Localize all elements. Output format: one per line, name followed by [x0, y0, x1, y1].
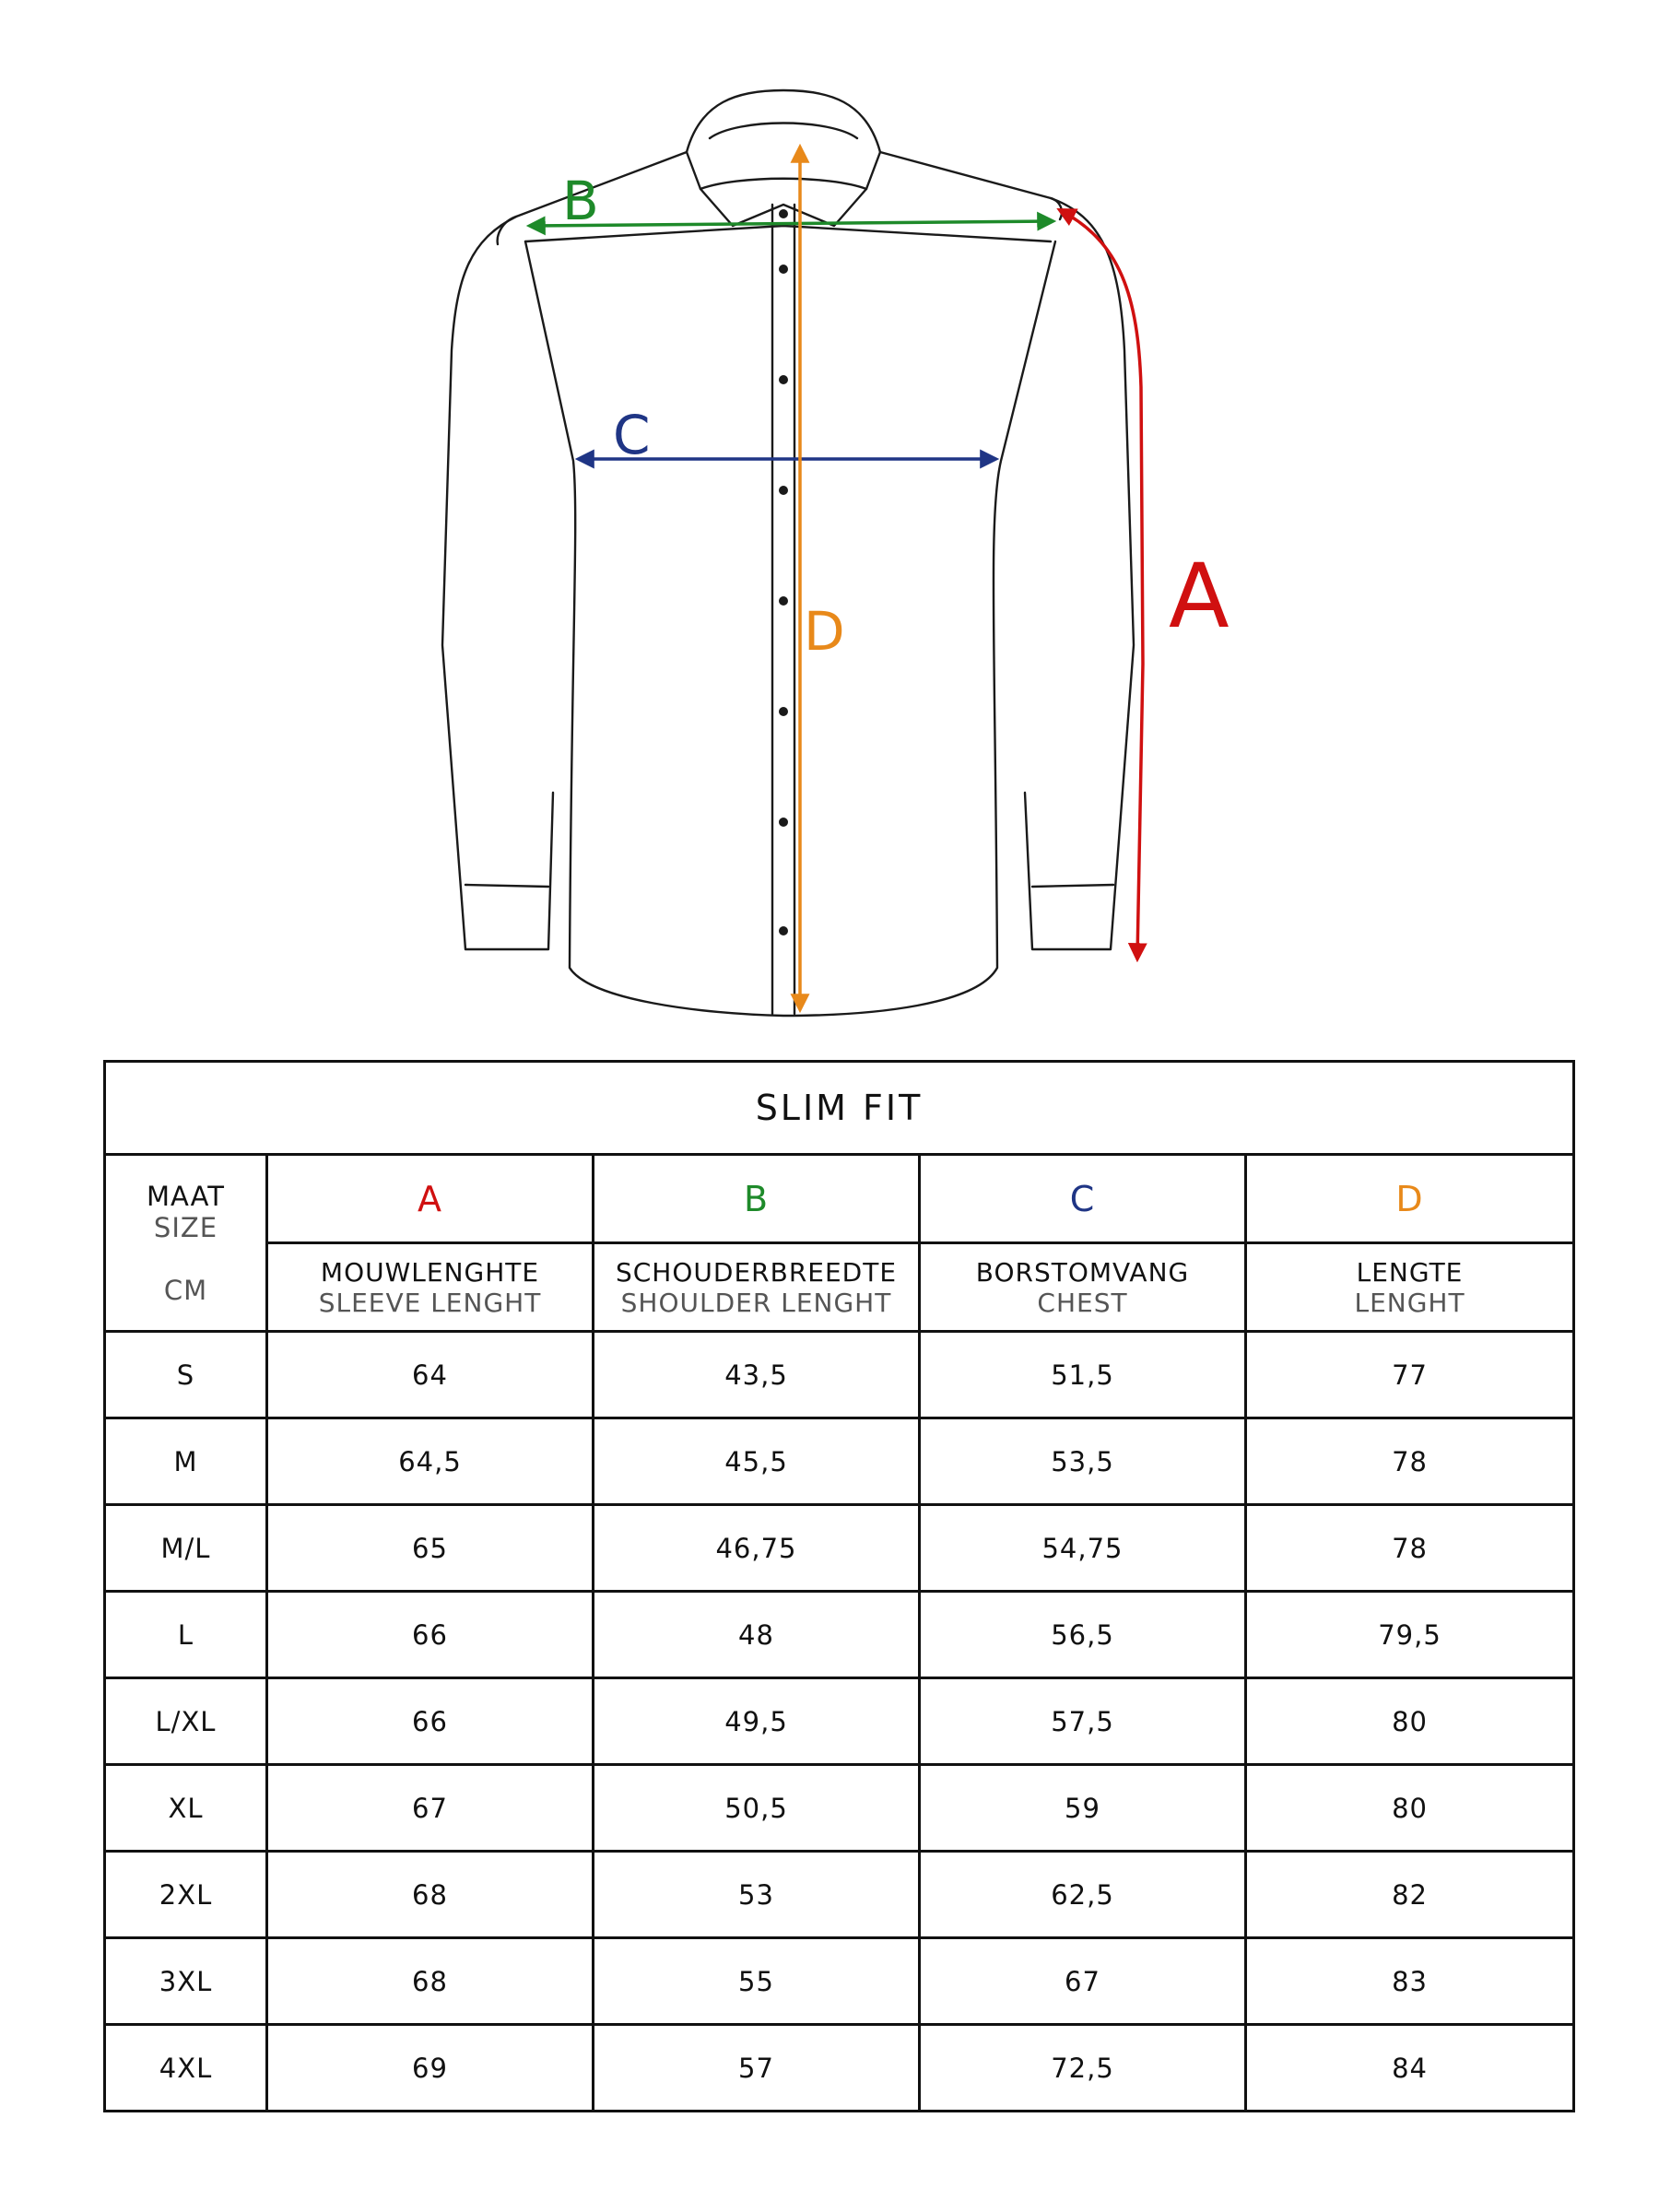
size-cell: 3XL — [105, 1938, 267, 2025]
size-cell: 2XL — [105, 1852, 267, 1938]
label-a: A — [1169, 545, 1230, 648]
sleeve-measure-arrow — [1060, 210, 1143, 959]
length-cell: 84 — [1246, 2025, 1574, 2112]
chest-cell: 56,5 — [920, 1592, 1246, 1678]
label-d: D — [804, 600, 845, 663]
column-letter-b: B — [594, 1155, 920, 1243]
column-letter-c: C — [920, 1155, 1246, 1243]
length-cell: 77 — [1246, 1332, 1574, 1418]
sleeve-cell: 66 — [267, 1678, 594, 1765]
chest-cell: 72,5 — [920, 2025, 1246, 2112]
sleeve-cell: 68 — [267, 1938, 594, 2025]
length-cell: 83 — [1246, 1938, 1574, 2025]
sleeve-cell: 64 — [267, 1332, 594, 1418]
size-cell: 4XL — [105, 2025, 267, 2112]
length-cell: 78 — [1246, 1418, 1574, 1505]
table-row — [105, 1852, 1574, 1938]
shoulder-cell: 45,5 — [594, 1418, 920, 1505]
column-desc-nl: MOUWLENGHTE — [320, 1256, 540, 1288]
column-desc-nl: LENGTE — [1356, 1256, 1464, 1288]
chest-cell: 53,5 — [920, 1418, 1246, 1505]
table-row — [105, 1592, 1574, 1678]
column-desc-en: LENGHT — [1354, 1287, 1465, 1318]
shoulder-cell: 46,75 — [594, 1505, 920, 1592]
shoulder-cell: 49,5 — [594, 1678, 920, 1765]
shirt-outline — [442, 90, 1134, 1016]
shirt-buttons — [779, 209, 788, 935]
chest-cell: 62,5 — [920, 1852, 1246, 1938]
column-desc-d — [1246, 1243, 1574, 1332]
shoulder-cell: 55 — [594, 1938, 920, 2025]
table-row — [105, 1418, 1574, 1505]
chest-cell: 51,5 — [920, 1332, 1246, 1418]
column-letter-a: A — [267, 1155, 594, 1243]
size-cell: XL — [105, 1765, 267, 1852]
shirt-measurement-diagram — [0, 0, 1659, 1023]
sleeve-cell: 65 — [267, 1505, 594, 1592]
sleeve-cell: 66 — [267, 1592, 594, 1678]
column-desc-b — [594, 1243, 920, 1332]
shirt-placket — [772, 205, 794, 1014]
size-cell: L/XL — [105, 1678, 267, 1765]
shoulder-cell: 57 — [594, 2025, 920, 2112]
sleeve-cell: 64,5 — [267, 1418, 594, 1505]
sleeve-cell: 68 — [267, 1852, 594, 1938]
column-desc-a — [267, 1243, 594, 1332]
sleeve-cell: 67 — [267, 1765, 594, 1852]
shoulder-cell: 48 — [594, 1592, 920, 1678]
left-sleeve — [442, 217, 553, 949]
length-cell: 79,5 — [1246, 1592, 1574, 1678]
size-header-nl: MAAT — [147, 1180, 225, 1212]
table-row — [105, 1678, 1574, 1765]
length-cell: 82 — [1246, 1852, 1574, 1938]
column-desc-en: SHOULDER LENGHT — [620, 1287, 892, 1318]
size-header-unit: CM — [163, 1274, 208, 1306]
size-cell: L — [105, 1592, 267, 1678]
shoulder-cell: 43,5 — [594, 1332, 920, 1418]
column-desc-nl: SCHOUDERBREEDTE — [615, 1256, 898, 1288]
column-desc-en: SLEEVE LENGHT — [318, 1287, 542, 1318]
size-cell: S — [105, 1332, 267, 1418]
sleeve-cell: 69 — [267, 2025, 594, 2112]
shirt-body — [525, 241, 1055, 1016]
table-row — [105, 2025, 1574, 2112]
chest-cell: 57,5 — [920, 1678, 1246, 1765]
length-cell: 78 — [1246, 1505, 1574, 1592]
column-letter-d: D — [1246, 1155, 1574, 1243]
column-desc-en: CHEST — [1037, 1287, 1128, 1318]
table-title: SLIM FIT — [105, 1062, 1574, 1155]
length-cell: 80 — [1246, 1765, 1574, 1852]
table-row — [105, 1332, 1574, 1418]
column-desc-nl: BORSTOMVANG — [975, 1256, 1190, 1288]
size-column-header — [105, 1155, 267, 1332]
shoulder-measure-arrow — [530, 221, 1053, 226]
size-cell: M — [105, 1418, 267, 1505]
chest-cell: 59 — [920, 1765, 1246, 1852]
table-row — [105, 1765, 1574, 1852]
shoulder-cell: 50,5 — [594, 1765, 920, 1852]
column-desc-c — [920, 1243, 1246, 1332]
length-cell: 80 — [1246, 1678, 1574, 1765]
shoulder-cell: 53 — [594, 1852, 920, 1938]
size-cell: M/L — [105, 1505, 267, 1592]
size-chart-table — [103, 1060, 1575, 2112]
size-header-en: SIZE — [153, 1211, 218, 1243]
chest-cell: 54,75 — [920, 1505, 1246, 1592]
table-row — [105, 1505, 1574, 1592]
table-row — [105, 1938, 1574, 2025]
label-c: C — [613, 404, 651, 466]
right-sleeve — [1025, 198, 1134, 949]
shirt-collar — [687, 90, 880, 189]
label-b: B — [562, 170, 599, 232]
chest-cell: 67 — [920, 1938, 1246, 2025]
